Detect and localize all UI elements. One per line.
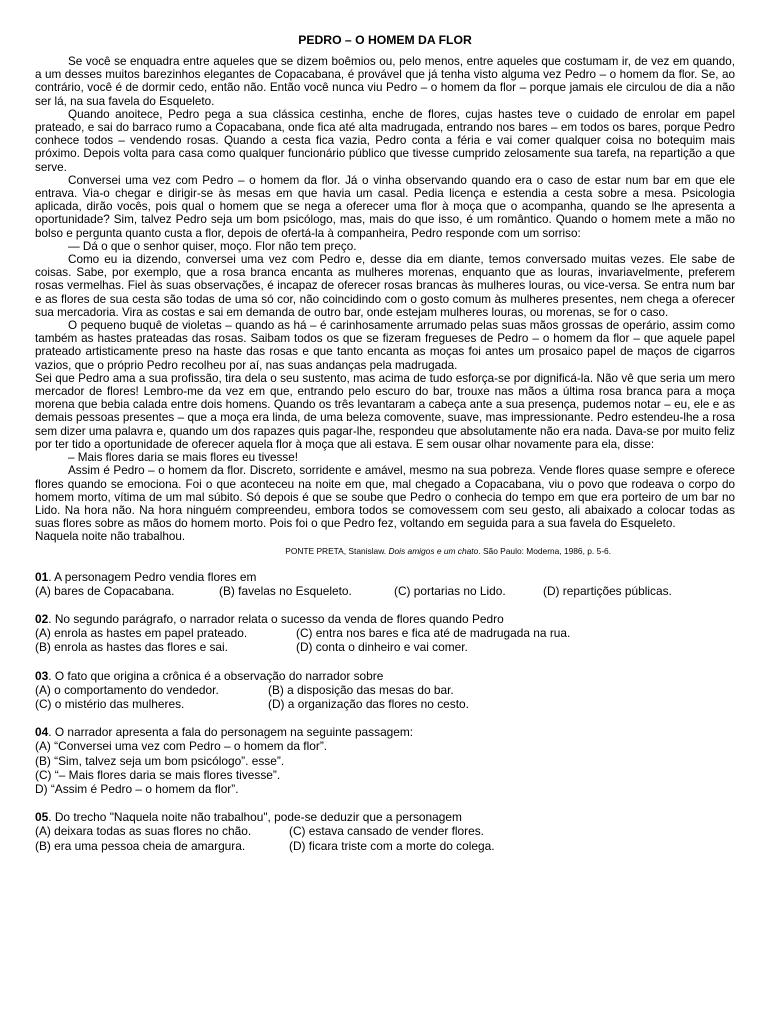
citation-author: PONTE PRETA, Stanislaw.	[285, 545, 389, 556]
paragraph: O pequeno buquê de violetas – quando as há – é carinhosamente arrumado pelas suas mãos grossas de operário, assim como também as hastes prateadas das rosas. Saibam todos os que se fizeram fregueses de Pedro – o homem da flor – que aquele papel prateado artisticamente preso na haste das rosas e que tanto encanta as moças foi antes um prosaico papel de maços de cigarros vazios, que o próprio Pedro recolheu por aí, nas suas andanças pela madrugada.	[35, 319, 735, 372]
question-number: 03	[35, 668, 49, 683]
option-c: (C) portarias no Lido.	[394, 583, 506, 598]
chronicle-text	[35, 55, 735, 544]
option-row	[35, 768, 735, 782]
question-text: . O narrador apresenta a fala do personagem na seguinte passagem:	[48, 725, 414, 740]
option-b: (B) “Sim, talvez seja um bom psicólogo”. esse”.	[35, 753, 285, 768]
option-row	[35, 683, 735, 697]
option-d: (D) repartições públicas.	[543, 583, 672, 598]
option-row	[35, 626, 735, 640]
option-a: (A) bares de Copacabana.	[35, 583, 175, 598]
question-stem	[35, 810, 735, 824]
citation-publisher: . São Paulo: Moderna, 1986, p. 5-6.	[478, 545, 611, 556]
question-01	[35, 570, 735, 598]
question-stem	[35, 570, 735, 584]
paragraph: Como eu ia dizendo, conversei uma vez com Pedro e, desse dia em diante, temos conversado muitas vezes. Ele sabe de coisas. Sabe, por exemplo, que a rosa branca encanta as mulheres morenas, enquanto que as louras, invariavelmente, preferem rosas vermelhas. Fiel às suas observações, é incapaz de oferecer rosas brancas às mulheres louras, ou vice-versa. Se entra num bar e as flores de sua cesta são todas de uma só cor, não coincidindo com o gosto comum às mulheres presentes, nem chega a oferecer sua mercadoria. Vira as costas e sai em demanda de outro bar, onde estejam mulheres louras, ou morenas, se for o caso.	[35, 253, 735, 319]
option-b: (B) favelas no Esqueleto.	[219, 583, 352, 598]
question-number: 01	[35, 569, 49, 584]
option-row	[35, 640, 735, 654]
option-c: (C) estava cansado de vender flores.	[289, 824, 484, 839]
paragraph: Naquela noite não trabalhou.	[35, 530, 186, 544]
question-04	[35, 725, 735, 796]
option-d: (D) a organização das flores no cesto.	[268, 696, 469, 711]
option-a: (A) o comportamento do vendedor.	[35, 682, 219, 697]
question-stem	[35, 669, 735, 683]
option-a: (A) deixara todas as suas flores no chão.	[35, 824, 252, 839]
option-d: (D) conta o dinheiro e vai comer.	[296, 640, 468, 655]
question-text: . A personagem Pedro vendia flores em	[48, 569, 257, 584]
option-c: (C) “– Mais flores daria se mais flores tivesse”.	[35, 767, 281, 782]
question-02	[35, 612, 735, 655]
option-row	[35, 739, 735, 753]
citation-work-title: Dois amigos e um chato	[388, 545, 479, 556]
option-row	[35, 782, 735, 796]
paragraph: — Dá o que o senhor quiser, moço. Flor não tem preço.	[68, 239, 357, 253]
option-a: (A) “Conversei uma vez com Pedro – o homem da flor”.	[35, 739, 328, 754]
paragraph: – Mais flores daria se mais flores eu tivesse!	[68, 451, 298, 465]
document-title: PEDRO – O HOMEM DA FLOR	[298, 33, 472, 47]
question-03	[35, 669, 735, 712]
option-d: (D) ficara triste com a morte do colega.	[289, 838, 495, 853]
question-text: . No segundo parágrafo, o narrador relata o sucesso da venda de flores quando Pedro	[48, 611, 504, 626]
option-row	[35, 584, 735, 598]
option-c: (C) o mistério das mulheres.	[35, 696, 185, 711]
question-stem	[35, 612, 735, 626]
paragraph: Quando anoitece, Pedro pega a sua clássica cestinha, enche de flores, cujas hastes teve o cuidado de enrolar em papel prateado, e sai do barraco rumo a Copacabana, onde fica até alta madrugada, entrando nos bares – em todos os bares, porque Pedro conhece todos – vendendo rosas. Quando a cesta fica vazia, Pedro conta a féria e vai comer qualquer coisa no botequim mais próximo. Depois volta para casa como qualquer funcionário público que tivesse cumprido zelosamente sua tarefa, na repartição a que serve.	[35, 107, 735, 174]
option-row	[35, 824, 735, 838]
option-row	[35, 839, 735, 853]
option-b: (B) a disposição das mesas do bar.	[268, 682, 454, 697]
question-number: 02	[35, 611, 49, 626]
question-text: . Do trecho "Naquela noite não trabalhou", pode-se deduzir que a personagem	[48, 810, 462, 825]
question-stem	[35, 725, 735, 739]
paragraph: Assim é Pedro – o homem da flor. Discreto, sorridente e amável, mesmo na sua pobreza. Vende flores quase sempre e oferece flores quando se emociona. Foi o que aconteceu na noite em que, mal chegado a Copacabana, viu o povo que rodeava o corpo do homem morto, vítima de um mal súbito. Só depois é que se soube que Pedro o conhecia do tempo em que era porteiro de um bar no Lido. Na hora não. Na hora ninguém compreendeu, embora todos se comovessem com seu gesto, ali abaixado a colocar todas as suas flores sobre as mãos do homem morto. Pois foi o que Pedro fez, voltando em seguida para a sua favela do Esqueleto.	[35, 464, 735, 531]
paragraph: Conversei uma vez com Pedro – o homem da flor. Já o vinha observando quando era o caso de estar num bar em que ele entrava. Via-o chegar e dirigir-se às mesas em que havia um casal. Pedia licença e estendia a cesta sobre a mesa. Psicologia aplicada, dirão vocês, pois qual o homem que se nega a oferecer uma flor à moça que o acompanha, quando se lhe apresenta a oportunidade? Sim, talvez Pedro seja um bom psicólogo, mas, mais do que isso, é um romântico. Quando o homem mete a mão no bolso e pergunta quanto custa a flor, depois de ofertá-la à companheira, Pedro responde com um sorriso:	[35, 173, 735, 240]
paragraph: Sei que Pedro ama a sua profissão, tira dela o seu sustento, mas acima de tudo esforça-se por dignificá-la. Não vê que seria um mero mercador de flores! Lembro-me da vez em que, entrando pelo escuro do bar, trouxe nas mãos a última rosa branca para a moça morena que bebia calada entre dois homens. Quando os três levantaram a cabeça ante a sua presença, pudemos notar – eu, ele e as demais pessoas presentes – que a moça era linda, de uma beleza comovente, suave, mas impressionante. Pedro estendeu-lhe a rosa sem dizer uma palavra e, quando um dos rapazes quis pagar-lhe, respondeu que absolutamente não era nada. Dava-se por muito feliz por ter tido a oportunidade de oferecer aquela flor à moça que ali estava. E sem ousar olhar novamente para ela, disse:	[35, 371, 735, 451]
option-b: (B) era uma pessoa cheia de amargura.	[35, 838, 246, 853]
question-text: . O fato que origina a crônica é a observação do narrador sobre	[48, 668, 384, 683]
option-b: (B) enrola as hastes das flores e sai.	[35, 640, 228, 655]
option-c: (C) entra nos bares e fica até de madrugada na rua.	[296, 626, 571, 641]
question-number: 04	[35, 725, 49, 740]
question-05	[35, 810, 735, 853]
option-row	[35, 754, 735, 768]
option-d: D) “Assim é Pedro – o homem da flor”.	[35, 781, 239, 796]
paragraph: Se você se enquadra entre aqueles que se dizem boêmios ou, pelo menos, entre aqueles que costumam ir, de vez em quando, a um desses muitos barezinhos elegantes de Copacabana, é provável que já tenha visto alguma vez Pedro – o homem da flor. Se, ao contrário, você é de dormir cedo, então não. Então você nunca viu Pedro – o homem da flor – porque jamais ele circulou de dia a não ser lá, na sua favela do Esqueleto.	[35, 55, 735, 108]
source-citation	[35, 546, 611, 556]
option-row	[35, 697, 735, 711]
option-a: (A) enrola as hastes em papel prateado.	[35, 626, 248, 641]
question-number: 05	[35, 810, 49, 825]
